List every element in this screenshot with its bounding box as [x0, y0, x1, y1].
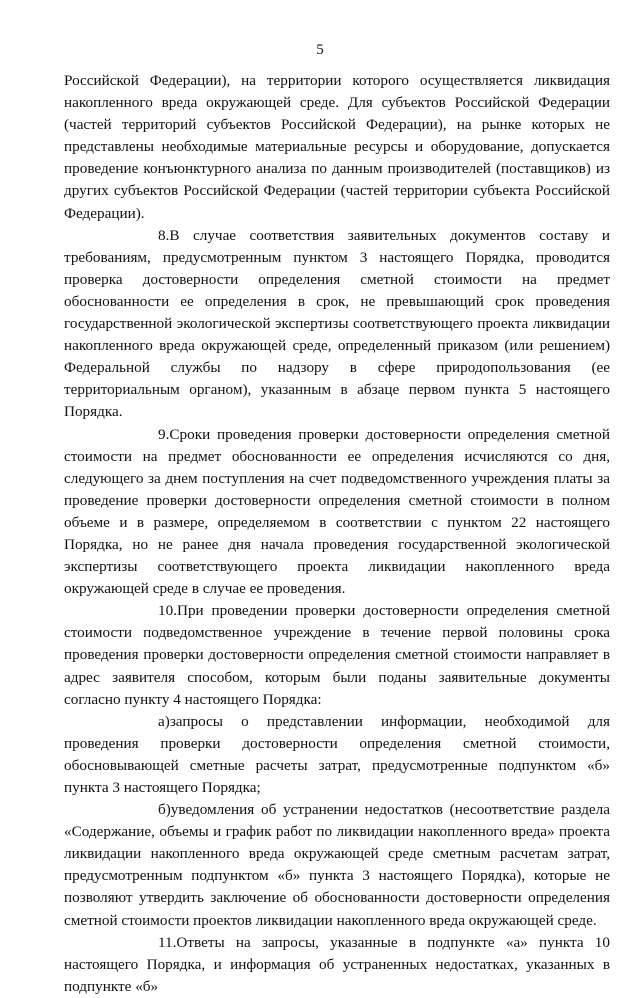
paragraph-number: 9. [158, 425, 170, 443]
subparagraph-10b [64, 799, 610, 932]
paragraph-text: Ответы на запросы, указанные в подпункте «а» пункта 10 настоящего Порядка, и информация об устраненных недостатках, указанных в подпункте «б» [64, 933, 610, 995]
paragraph-7-continuation [64, 70, 610, 225]
paragraph-10 [64, 600, 610, 710]
paragraph-number: 11. [158, 933, 177, 951]
subparagraph-10a [64, 711, 610, 799]
paragraph-number: 8. [158, 226, 170, 244]
paragraph-8 [64, 225, 610, 424]
paragraph-text: При проведении проверки достоверности определения сметной стоимости подведомственное учреждение в течение первой половины срока проведения проверки достоверности определения сметной стоимости направляет в адрес заявителя способом, которым были поданы заявительные документы согласно пункту 4 настоящего Порядка: [64, 602, 610, 708]
paragraph-text: Российской Федерации), на территории которого осуществляется ликвидация накопленного вреда окружающей среде. Для субъектов Российской Федерации (частей территорий субъектов Российской Федерации), на рынке которых не представлены необходимые материальные ресурсы и оборудование, допускается проведение конъюнктурного анализа по данным производителей (поставщиков) из других субъектов Российской Федерации (частей территории субъекта Российской Федерации). [64, 72, 610, 222]
paragraph-text: В случае соответствия заявительных документов составу и требованиям, предусмотренным пунктом 3 настоящего Порядка, проводится проверка достоверности определения сметной стоимости на предмет обоснованности ее определения в срок, не превышающий срок проведения государственной экологической экспертизы соответствующего проекта ликвидации накопленного вреда окружающей среде, определенный приказом (или решением) Федеральной службы по надзору в сфере природопользования (ее территориальным органом), указанным в абзаце первом пункта 5 настоящего Порядка. [64, 226, 610, 421]
page-number: 5 [316, 42, 324, 58]
paragraph-text: уведомления об устранении недостатков (несоответствие раздела «Содержание, объемы и график работ по ликвидации накопленного вреда» проекта ликвидации накопленного вреда окружающей среде сметным расчетам затрат, предусмотренным подпунктом «б» пункта 3 настоящего Порядка), которые не позволяют утвердить заключение об обоснованности достоверности определения сметной стоимости проектов ликвидации накопленного вреда окружающей среде. [64, 801, 610, 929]
subparagraph-letter: а) [158, 712, 170, 730]
paragraph-9 [64, 424, 610, 601]
paragraph-text: запросы о представлении информации, необходимой для проведения проверки достоверности определения сметной стоимости, обосновывающей сметные расчеты затрат, предусмотренные подпунктом «б» пункта 3 настоящего Порядка; [64, 712, 610, 796]
paragraph-text: Сроки проведения проверки достоверности определения сметной стоимости на предмет обоснованности ее определения исчисляются со дня, следующего за днем поступления на счет подведомственного учреждения платы за проведение проверки достоверности определения сметной стоимости в полном объеме и в размере, определяемом в соответствии с пунктом 22 настоящего Порядка, но не ранее дня начала проведения государственной экологической экспертизы соответствующего проекта ликвидации накопленного вреда окружающей среде в случае ее проведения. [64, 425, 610, 598]
paragraph-number: 10. [158, 602, 177, 620]
paragraph-11 [64, 932, 610, 998]
subparagraph-letter: б) [158, 801, 171, 819]
document-body [64, 70, 610, 998]
